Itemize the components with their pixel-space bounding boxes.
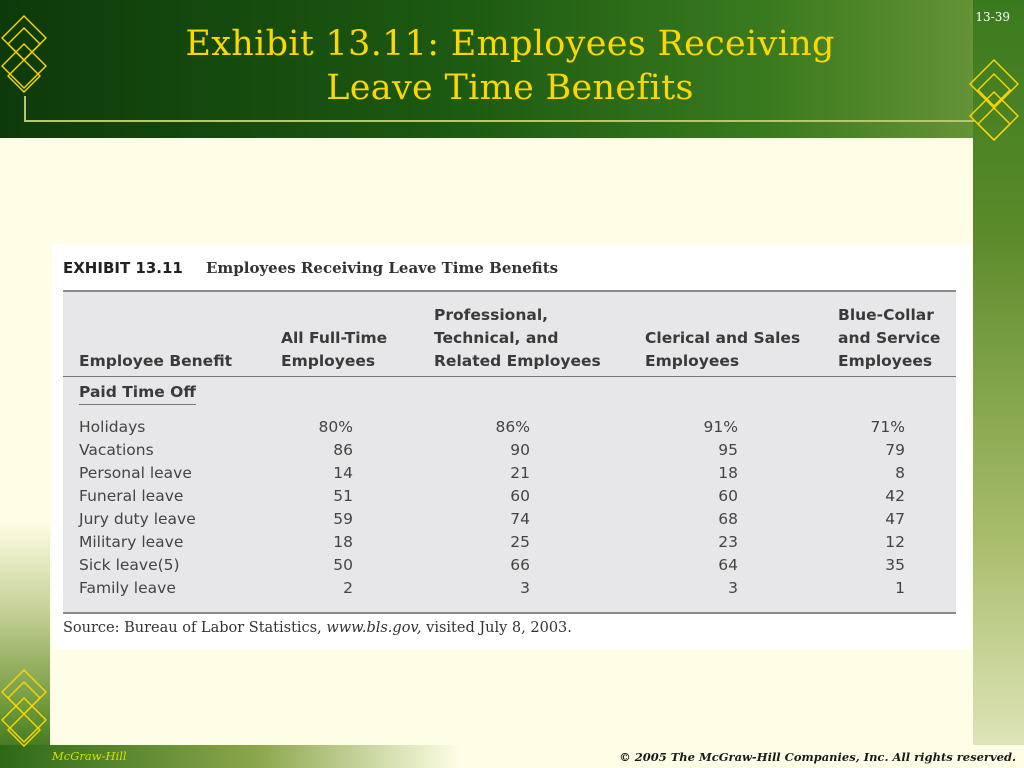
table-row xyxy=(63,441,956,464)
source-note xyxy=(63,620,572,636)
exhibit-label: EXHIBIT 13.11 xyxy=(63,259,183,277)
diamond-ornament-icon xyxy=(0,14,52,106)
row-label: Funeral leave xyxy=(79,487,184,505)
table-cell: 90 xyxy=(510,441,530,459)
diamond-ornament-icon xyxy=(966,58,1024,150)
table-cell: 60 xyxy=(510,487,530,505)
table-cell: 50 xyxy=(333,556,353,574)
table-row xyxy=(63,510,956,533)
table-row xyxy=(63,556,956,579)
table-cell: 95 xyxy=(718,441,738,459)
footer-copyright: © 2005 The McGraw-Hill Companies, Inc. All rights reserved. xyxy=(619,750,1016,764)
table-cell: 51 xyxy=(333,487,353,505)
table-cell: 2 xyxy=(343,579,353,597)
table-row xyxy=(63,464,956,487)
footer-publisher: McGraw-Hill xyxy=(52,749,127,763)
source-prefix: Source: Bureau of Labor Statistics, xyxy=(63,620,327,636)
table-cell: 18 xyxy=(333,533,353,551)
row-label: Holidays xyxy=(79,418,146,436)
table-cell: 12 xyxy=(885,533,905,551)
table-cell: 14 xyxy=(333,464,353,482)
column-header: Blue-Collar and Service Employees xyxy=(838,306,941,370)
table-row xyxy=(63,579,956,602)
table-row xyxy=(63,487,956,510)
column-header: Professional, Technical, and Related Employees xyxy=(434,306,601,370)
diamond-ornament-icon xyxy=(0,668,52,760)
table-cell: 91% xyxy=(703,418,738,436)
table-cell: 64 xyxy=(718,556,738,574)
table-cell: 60 xyxy=(718,487,738,505)
row-label: Sick leave(5) xyxy=(79,556,180,574)
slide-title xyxy=(60,22,960,110)
row-label: Family leave xyxy=(79,579,176,597)
table-row xyxy=(63,418,956,441)
source-suffix: visited July 8, 2003. xyxy=(421,620,572,636)
section-label: Paid Time Off xyxy=(79,383,196,405)
source-url: www.bls.gov, xyxy=(326,620,422,636)
table-cell: 80% xyxy=(318,418,353,436)
column-header: All Full-Time Employees xyxy=(281,329,388,370)
slide-number: 13-39 xyxy=(975,10,1010,24)
table-cell: 3 xyxy=(520,579,530,597)
table-cell: 8 xyxy=(895,464,905,482)
table-row xyxy=(63,533,956,556)
table-cell: 35 xyxy=(885,556,905,574)
table-cell: 1 xyxy=(895,579,905,597)
table-cell: 23 xyxy=(718,533,738,551)
exhibit-caption: Employees Receiving Leave Time Benefits xyxy=(205,259,559,277)
table-cell: 74 xyxy=(510,510,530,528)
exhibit-heading xyxy=(63,258,558,282)
table-cell: 3 xyxy=(728,579,738,597)
benefits-table xyxy=(63,290,956,614)
header-divider xyxy=(63,376,956,377)
table-cell: 59 xyxy=(333,510,353,528)
table-cell: 21 xyxy=(510,464,530,482)
column-header: Clerical and Sales Employees xyxy=(645,329,801,370)
table-cell: 25 xyxy=(510,533,530,551)
table-cell: 68 xyxy=(718,510,738,528)
table-cell: 71% xyxy=(870,418,905,436)
row-label: Vacations xyxy=(79,441,154,459)
title-underline xyxy=(24,120,974,122)
table-cell: 86 xyxy=(333,441,353,459)
row-label: Jury duty leave xyxy=(79,510,196,528)
column-header: Employee Benefit xyxy=(79,352,233,370)
table-cell: 47 xyxy=(885,510,905,528)
table-cell: 66 xyxy=(510,556,530,574)
table-cell: 18 xyxy=(718,464,738,482)
row-label: Personal leave xyxy=(79,464,192,482)
slide-title-line-1: Exhibit 13.11: Employees Receiving xyxy=(185,24,835,64)
row-label: Military leave xyxy=(79,533,184,551)
exhibit-figure xyxy=(52,244,972,649)
slide-title-line-2: Leave Time Benefits xyxy=(326,68,694,108)
table-cell: 79 xyxy=(885,441,905,459)
table-cell: 86% xyxy=(495,418,530,436)
table-cell: 42 xyxy=(885,487,905,505)
